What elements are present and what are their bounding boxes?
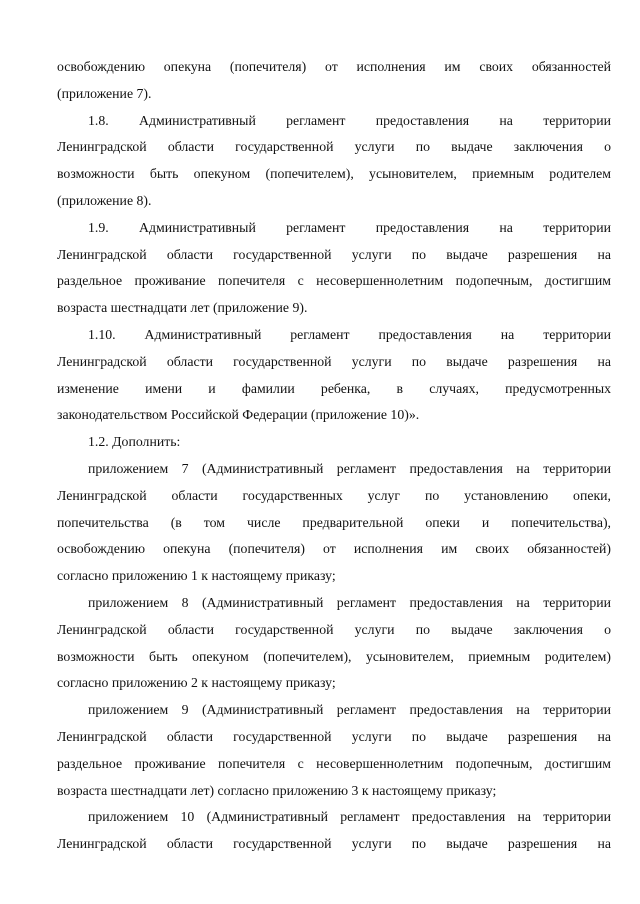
text-line: освобождению опекуна (попечителя) от исполнения им своих обязанностей): [57, 541, 611, 557]
paragraph-item-1-9: [57, 215, 611, 322]
text-line: (приложение 7).: [57, 85, 152, 101]
text-line: согласно приложению 2 к настоящему приказу;: [57, 675, 336, 691]
text-line: раздельное проживание попечителя с несовершеннолетним подопечным, достигшим: [57, 273, 611, 289]
paragraph-appendix-10: [57, 804, 611, 858]
text-line: 1.2. Дополнить:: [88, 434, 181, 450]
text-line: Ленинградской области государственной услуги по выдаче разрешения на: [57, 836, 611, 852]
text-line: приложением 9 (Административный регламент предоставления на территории: [88, 702, 611, 718]
paragraph-item-1-8: [57, 108, 611, 215]
text-line: приложением 8 (Административный регламент предоставления на территории: [88, 594, 611, 610]
text-line: возможности быть опекуном (попечителем), усыновителем, приемным родителем: [57, 166, 611, 182]
paragraph-item-1-10: [57, 322, 611, 429]
text-line: приложением 10 (Административный регламент предоставления на территории: [88, 809, 611, 825]
text-line: 1.9. Административный регламент предоставления на территории: [88, 219, 611, 235]
text-line: Ленинградской области государственной услуги по выдаче разрешения на: [57, 353, 611, 369]
text-line: (приложение 8).: [57, 192, 152, 208]
text-line: Ленинградской области государственной услуги по выдаче разрешения на: [57, 728, 611, 744]
text-line: Ленинградской области государственной услуги по выдаче заключения о: [57, 139, 611, 155]
text-line: законодательством Российской Федерации (приложение 10)».: [57, 407, 420, 423]
paragraph-appendix-8: [57, 590, 611, 697]
paragraph-appendix-9: [57, 697, 611, 804]
text-line: освобождению опекуна (попечителя) от исполнения им своих обязанностей: [57, 59, 611, 74]
text-line: Ленинградской области государственной услуги по выдаче заключения о: [57, 621, 611, 637]
text-line: возможности быть опекуном (попечителем), усыновителем, приемным родителем): [57, 648, 611, 664]
text-line: приложением 7 (Административный регламент предоставления на территории: [88, 460, 611, 476]
text-line: возраста шестнадцати лет (приложение 9).: [57, 300, 308, 316]
text-line: 1.8. Административный регламент предоставления на территории: [88, 112, 611, 128]
paragraph-item-1-2: [57, 429, 611, 456]
paragraph-appendix-7: [57, 456, 611, 590]
text-line: попечительства (в том числе предварительной опеки и попечительства),: [57, 514, 611, 530]
text-line: согласно приложению 1 к настоящему приказу;: [57, 568, 336, 584]
text-line: 1.10. Административный регламент предоставления на территории: [88, 326, 611, 342]
text-line: изменение имени и фамилии ребенка, в случаях, предусмотренных: [57, 380, 611, 396]
text-line: Ленинградской области государственных услуг по установлению опеки,: [57, 487, 611, 503]
text-line: Ленинградской области государственной услуги по выдаче разрешения на: [57, 246, 611, 262]
paragraph-continuation: [57, 54, 611, 108]
text-line: возраста шестнадцати лет) согласно приложению 3 к настоящему приказу;: [57, 782, 497, 798]
text-line: раздельное проживание попечителя с несовершеннолетним подопечным, достигшим: [57, 755, 611, 771]
document-body: [57, 54, 611, 858]
